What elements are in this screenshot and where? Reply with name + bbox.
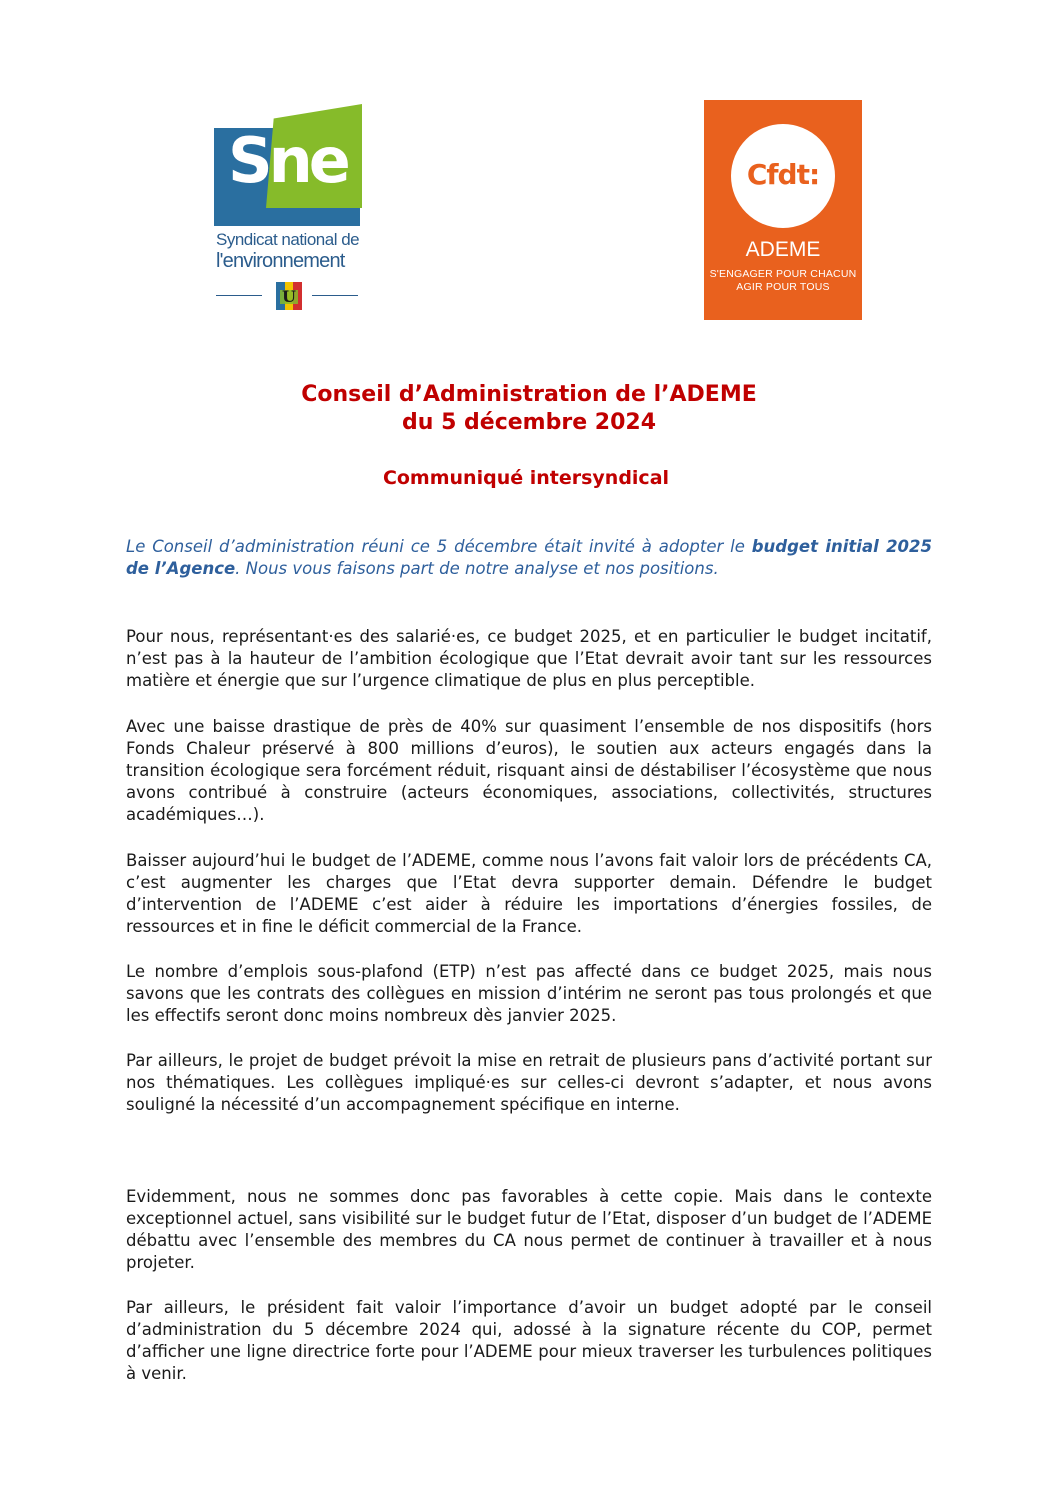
intro-text-end: . Nous vous faisons part de notre analyse et nos positions. — [235, 559, 719, 578]
cfdt-logo-slogan-1: S'ENGAGER POUR CHACUN — [709, 268, 857, 280]
intro-paragraph — [126, 536, 932, 580]
sne-logo-rule-left — [216, 295, 262, 296]
sne-logo-rule-right — [312, 295, 358, 296]
body-paragraph-7: Par ailleurs, le président fait valoir l’importance d’avoir un budget adopté par le conseil d’administration du 5 décembre 2024 qui, adossé à la signature récente du COP, permet d’afficher une ligne directrice forte pour l’ADEME pour mieux traverser les turbulences politiques à venir. — [126, 1298, 932, 1383]
body-paragraph-3: Baisser aujourd’hui le budget de l’ADEME, comme nous l’avons fait valoir lors de précédents CA, c’est augmenter les charges que l’Etat devra supporter demain. Défendre le budget d’intervention de l’ADEME c’est aider à réduire les importations d’énergies fossiles, de ressources et in fine le déficit commercial de la France. — [126, 851, 932, 936]
sne-logo-word: Sne — [228, 124, 347, 197]
body-paragraph-6: Evidemment, nous ne sommes donc pas favorables à cette copie. Mais dans le contexte exceptionnel actuel, sans visibilité sur le budget futur de l’Etat, disposer d’un budget de l’ADEME débattu avec l’ensemble des membres du CA nous permet de continuer à travailler et à nous projeter. — [126, 1187, 932, 1272]
cfdt-logo-org: ADEME — [745, 238, 821, 261]
fsu-logo-letter: U — [282, 287, 296, 306]
fsu-logo-icon — [274, 280, 304, 312]
intro-highlight: budget initial 2025 de l’Agence — [126, 537, 932, 578]
sne-logo — [214, 104, 364, 319]
sne-logo-line1: Syndicat national de — [216, 230, 360, 249]
body-paragraph-1: Pour nous, représentant·es des salarié·es, ce budget 2025, et en particulier le budget incitatif, n’est pas à la hauteur de l’ambition écologique que l’Etat devrait avoir tant sur les ressources matière et énergie que sur l’urgence climatique de plus en plus perceptible. — [126, 627, 932, 690]
document-subtitle: Communiqué intersyndical — [382, 467, 670, 489]
document-title-line-2: du 5 décembre 2024 — [402, 410, 656, 435]
intro-text-start: Le Conseil d’administration réuni ce 5 décembre était invité à adopter le — [126, 537, 752, 556]
cfdt-logo — [704, 100, 862, 320]
cfdt-logo-word: Cfdt: — [746, 158, 820, 191]
cfdt-logo-slogan-2: AGIR POUR TOUS — [736, 281, 830, 293]
body-paragraph-4: Le nombre d’emplois sous-plafond (ETP) n’est pas affecté dans ce budget 2025, mais nous savons que les contrats des collègues en mission d’intérim ne seront pas tous prolongés et que les effectifs seront donc moins nombreux dès janvier 2025. — [126, 962, 932, 1025]
body-paragraph-2: Avec une baisse drastique de près de 40% sur quasiment l’ensemble de nos dispositifs (hors Fonds Chaleur préservé à 800 millions d’euros), le soutien aux acteurs engagés dans la transition écologique sera forcément réduit, risquant ainsi de déstabiliser l’écosystème que nous avons contribué à construire (acteurs économiques, associations, collectivités, structures académiques…). — [126, 717, 932, 824]
sne-logo-line2: l'environnement — [216, 250, 345, 272]
cfdt-logo-circle — [731, 124, 835, 228]
body-paragraph-5: Par ailleurs, le projet de budget prévoit la mise en retrait de plusieurs pans d’activité portant sur nos thématiques. Les collègues impliqué·es sur celles-ci devront s’adapter, et nous avons souligné la nécessité d’un accompagnement spécifique en interne. — [126, 1051, 932, 1114]
document-title-line-1: Conseil d’Administration de l’ADEME — [301, 382, 757, 407]
